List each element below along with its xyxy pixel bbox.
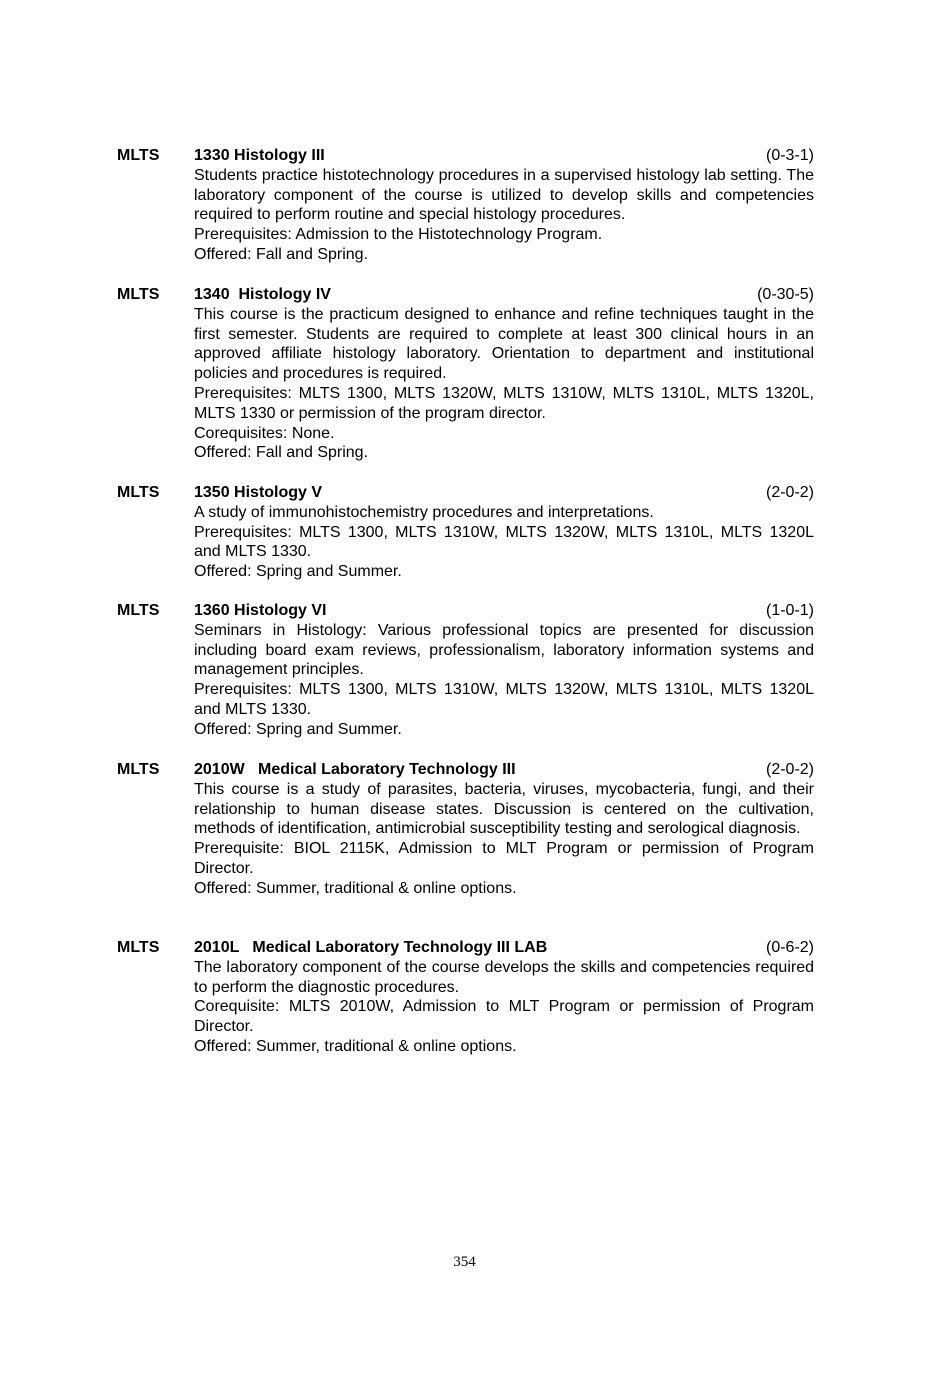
course-description: This course is a study of parasites, bacteria, viruses, mycobacteria, fungi, and their relationship to human disease states. Discussion is centered on the cultivation, methods of identification, antimicrobial susceptibility testing and serological diagnosis.	[194, 780, 814, 838]
course-prerequisites: Prerequisite: BIOL 2115K, Admission to MLT Program or permission of Program Director.	[194, 840, 814, 877]
course-dept: MLTS	[117, 761, 160, 778]
course-body	[194, 760, 814, 899]
course-description: A study of immunohistochemistry procedures and interpretations.	[194, 503, 654, 521]
course-credits: (2-0-2)	[765, 761, 814, 778]
course-header	[194, 601, 814, 621]
course-title: 1330 Histology III	[194, 147, 325, 164]
course-header	[194, 483, 814, 503]
course-title: 2010W Medical Laboratory Technology III	[194, 761, 516, 778]
course-dept: MLTS	[117, 484, 160, 501]
course-description: The laboratory component of the course develops the skills and competencies required to perform the diagnostic procedures.	[194, 958, 814, 996]
course-offered: Offered: Fall and Spring.	[194, 444, 369, 462]
course-description: Seminars in Histology: Various professional topics are presented for discussion including board exam reviews, professionalism, laboratory information systems and management principles.	[194, 621, 814, 679]
course-dept: MLTS	[117, 286, 160, 303]
course-credits: (0-30-5)	[757, 286, 814, 303]
course-offered: Offered: Spring and Summer.	[194, 720, 402, 738]
course-description: Students practice histotechnology procedures in a supervised histology lab setting. The laboratory component of the course is utilized to develop skills and competencies required to perform routine and special histology procedures.	[194, 166, 814, 224]
course-header	[194, 146, 814, 166]
course-header	[194, 285, 814, 305]
course-prerequisites: Prerequisites: MLTS 1300, MLTS 1310W, MLTS 1320W, MLTS 1310L, MLTS 1320L and MLTS 1330.	[194, 681, 814, 718]
course-title: 1350 Histology V	[194, 484, 323, 501]
course-credits: (1-0-1)	[765, 602, 814, 619]
course-dept: MLTS	[117, 939, 160, 956]
course-header	[194, 760, 814, 780]
course-offered: Offered: Fall and Spring.	[194, 245, 369, 263]
course-dept: MLTS	[117, 147, 160, 164]
course-dept: MLTS	[117, 602, 160, 619]
course-prerequisites: Prerequisites: MLTS 1300, MLTS 1310W, MLTS 1320W, MLTS 1310L, MLTS 1320L and MLTS 1330.	[194, 523, 814, 561]
course-title: 1340 Histology IV	[194, 286, 331, 303]
course-offered: Offered: Spring and Summer.	[194, 563, 402, 581]
course-body	[194, 601, 814, 740]
course-title: 1360 Histology VI	[194, 602, 327, 619]
course-corequisites: Corequisite: MLTS 2010W, Admission to MLT Program or permission of Program Director.	[194, 998, 814, 1036]
course-prerequisites: Prerequisites: Admission to the Histotechnology Program.	[194, 226, 603, 244]
course-header	[194, 938, 814, 958]
page-number: 354	[453, 1254, 476, 1270]
course-corequisites: Corequisites: None.	[194, 424, 335, 442]
course-body	[194, 146, 814, 265]
course-body	[194, 285, 814, 463]
course-credits: (2-0-2)	[765, 484, 814, 501]
course-body	[194, 483, 814, 582]
course-body	[194, 938, 814, 1057]
course-credits: (0-3-1)	[765, 147, 814, 164]
course-offered: Offered: Summer, traditional & online options.	[194, 879, 517, 897]
course-prerequisites: Prerequisites: MLTS 1300, MLTS 1320W, MLTS 1310W, MLTS 1310L, MLTS 1320L, MLTS 1330 or permission of the program director.	[194, 384, 814, 422]
course-description: This course is the practicum designed to enhance and refine techniques taught in the first semester. Students are required to complete at least 300 clinical hours in an approved affiliate histology laboratory. Orientation to department and institutional policies and procedures is required.	[194, 305, 814, 383]
course-credits: (0-6-2)	[765, 939, 814, 956]
course-offered: Offered: Summer, traditional & online options.	[194, 1037, 517, 1055]
course-title: 2010L Medical Laboratory Technology III LAB	[194, 939, 548, 956]
